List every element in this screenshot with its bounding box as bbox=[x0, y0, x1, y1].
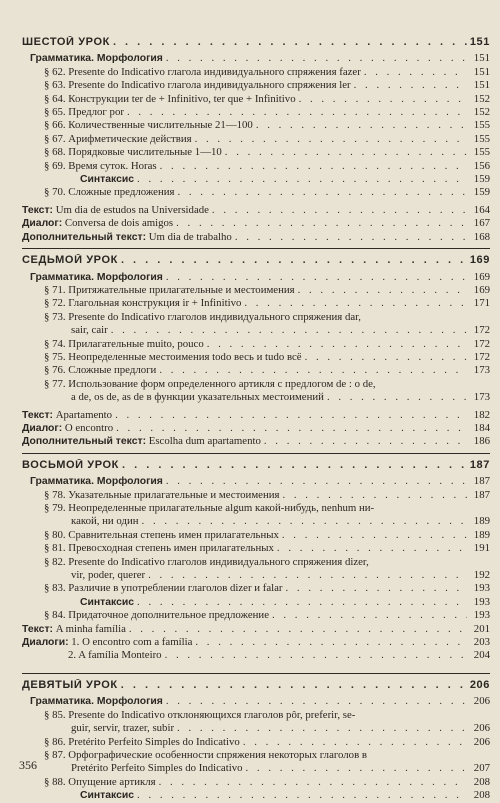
list-item: § 64. Конструкции ter de + Infinitivo, ter que + Infinitivo . . . 152 bbox=[22, 93, 490, 106]
list-item: § 70. Сложные предложения . . . 159 bbox=[22, 186, 490, 199]
lesson-title: СЕДЬМОЙ УРОК bbox=[22, 254, 118, 267]
list-item-continuation: sair, cair . . . 172 bbox=[22, 324, 490, 337]
syntax-heading: Синтаксис . . . 159 bbox=[22, 173, 490, 186]
list-item: § 79. Неопределенные прилагательные algum какой-нибудь, nenhum ни- bbox=[44, 502, 375, 514]
lesson-title: ШЕСТОЙ УРОК bbox=[22, 36, 110, 48]
extra-text-entry: Дополнительный текст: Um dia de trabalho . . . 168 bbox=[22, 231, 490, 244]
list-item: § 69. Время суток. Horas . . . 156 bbox=[22, 160, 490, 173]
section-divider bbox=[22, 248, 490, 249]
lesson-page: 151 bbox=[469, 36, 490, 48]
dialog-entry: Диалог: Conversa de dois amigos . . . 167 bbox=[22, 217, 490, 230]
list-item: § 87. Орфографические особенности спряжения некоторых глаголов в bbox=[44, 748, 367, 761]
list-item-continuation: какой, ни один . . . 189 bbox=[22, 515, 490, 528]
list-item-continuation: Pretérito Perfeito Simples do Indicativo . . . 207 bbox=[22, 762, 490, 775]
lesson-7-heading: СЕДЬМОЙ УРОК . . . 169 bbox=[22, 254, 490, 267]
text-entry: Текст: A minha família . . . 201 bbox=[22, 623, 490, 636]
lesson-title: ВОСЬМОЙ УРОК bbox=[22, 458, 119, 471]
list-item: § 62. Presente do Indicativo глагола индивидуального спряжения fazer . . . 151 bbox=[22, 66, 490, 79]
list-item: § 82. Presente do Indicativo глаголов индивидуального спряжения dizer, bbox=[44, 555, 369, 568]
list-item: § 73. Presente do Indicativo глаголов индивидуального спряжения dar, bbox=[44, 310, 362, 323]
lesson-6-heading bbox=[22, 36, 490, 49]
list-item: § 88. Опущение артикля . . . 208 bbox=[22, 776, 490, 789]
dialog-entry: Диалог: O encontro . . . 184 bbox=[22, 422, 490, 435]
list-item: § 75. Неопределенные местоимения todo весь и tudo всё . . . 172 bbox=[22, 351, 490, 364]
lesson-9-heading: ДЕВЯТЫЙ УРОК . . . 206 bbox=[22, 679, 490, 692]
list-item: § 83. Различие в употреблении глаголов dizer и falar . . . 193 bbox=[22, 582, 490, 595]
list-item: § 74. Прилагательные muito, pouco . . . 172 bbox=[22, 338, 490, 351]
list-item: § 80. Сравнительная степень имен прилагательных . . . 189 bbox=[22, 529, 490, 542]
grammar-heading: Грамматика. Морфология . . . 151 bbox=[22, 52, 490, 65]
list-item: § 86. Pretérito Perfeito Simples do Indicativo . . . 206 bbox=[22, 736, 490, 749]
list-item: § 84. Придаточное дополнительное предложение . . . 193 bbox=[22, 609, 490, 622]
list-item-continuation: vir, poder, querer . . . 192 bbox=[22, 569, 490, 582]
page-number: 356 bbox=[19, 758, 37, 772]
list-item: § 63. Presente do Indicativo глагола индивидуального спряжения ler . . . 151 bbox=[22, 79, 490, 92]
list-item: § 71. Притяжательные прилагательные и местоимения . . . 169 bbox=[22, 284, 490, 297]
list-item: § 68. Порядковые числительные 1—10 . . . 155 bbox=[22, 146, 490, 159]
list-item: § 76. Сложные предлоги . . . 173 bbox=[22, 364, 490, 377]
section-divider bbox=[22, 673, 490, 674]
list-item-continuation: guir, servir, trazer, subir . . . 206 bbox=[22, 722, 490, 735]
grammar-heading: Грамматика. Морфология . . . 187 bbox=[22, 475, 490, 488]
grammar-heading: Грамматика. Морфология . . . 206 bbox=[22, 695, 490, 708]
extra-text-entry: Дополнительный текст: Escolha dum apartamento . . . 186 bbox=[22, 435, 490, 448]
list-item: § 72. Глагольная конструкция ir + Infinitivo . . . 171 bbox=[22, 297, 490, 310]
list-item: § 77. Использование форм определенного артикля с предлогом de : o de, bbox=[44, 377, 376, 390]
syntax-heading: Синтаксис . . . 193 bbox=[22, 596, 490, 609]
lesson-8-heading: ВОСЬМОЙ УРОК . . . 187 bbox=[22, 459, 490, 472]
list-item: § 81. Превосходная степень имен прилагательных . . . 191 bbox=[22, 542, 490, 555]
list-item-continuation: a de, os de, as de в функции указательных местоимений . . . 173 bbox=[22, 391, 490, 404]
list-item: § 65. Предлог por . . . 152 bbox=[22, 106, 490, 119]
grammar-heading: Грамматика. Морфология . . . 169 bbox=[22, 271, 490, 284]
lesson-title: ДЕВЯТЫЙ УРОК bbox=[22, 678, 118, 691]
list-item: § 66. Количественные числительные 21—100 . . . 155 bbox=[22, 119, 490, 132]
syntax-heading: Синтаксис . . . 208 bbox=[22, 789, 490, 802]
section-divider bbox=[22, 453, 490, 454]
text-entry: Текст: Apartamento . . . 182 bbox=[22, 409, 490, 422]
text-entry: Текст: Um dia de estudos na Universidade . . . 164 bbox=[22, 204, 490, 217]
dialog-entry: Диалоги: 1. O encontro com a família . . . 203 bbox=[22, 636, 490, 649]
list-item: § 85. Presente do Indicativo отклоняющихся глаголов pôr, preferir, se- bbox=[44, 708, 356, 721]
table-of-contents bbox=[22, 31, 490, 803]
list-item: § 67. Арифметические действия . . . 155 bbox=[22, 133, 490, 146]
dialog-entry-2: 2. A família Monteiro . . . 204 bbox=[22, 649, 490, 662]
list-item: § 78. Указательные прилагательные и местоимения . . . 187 bbox=[22, 489, 490, 502]
